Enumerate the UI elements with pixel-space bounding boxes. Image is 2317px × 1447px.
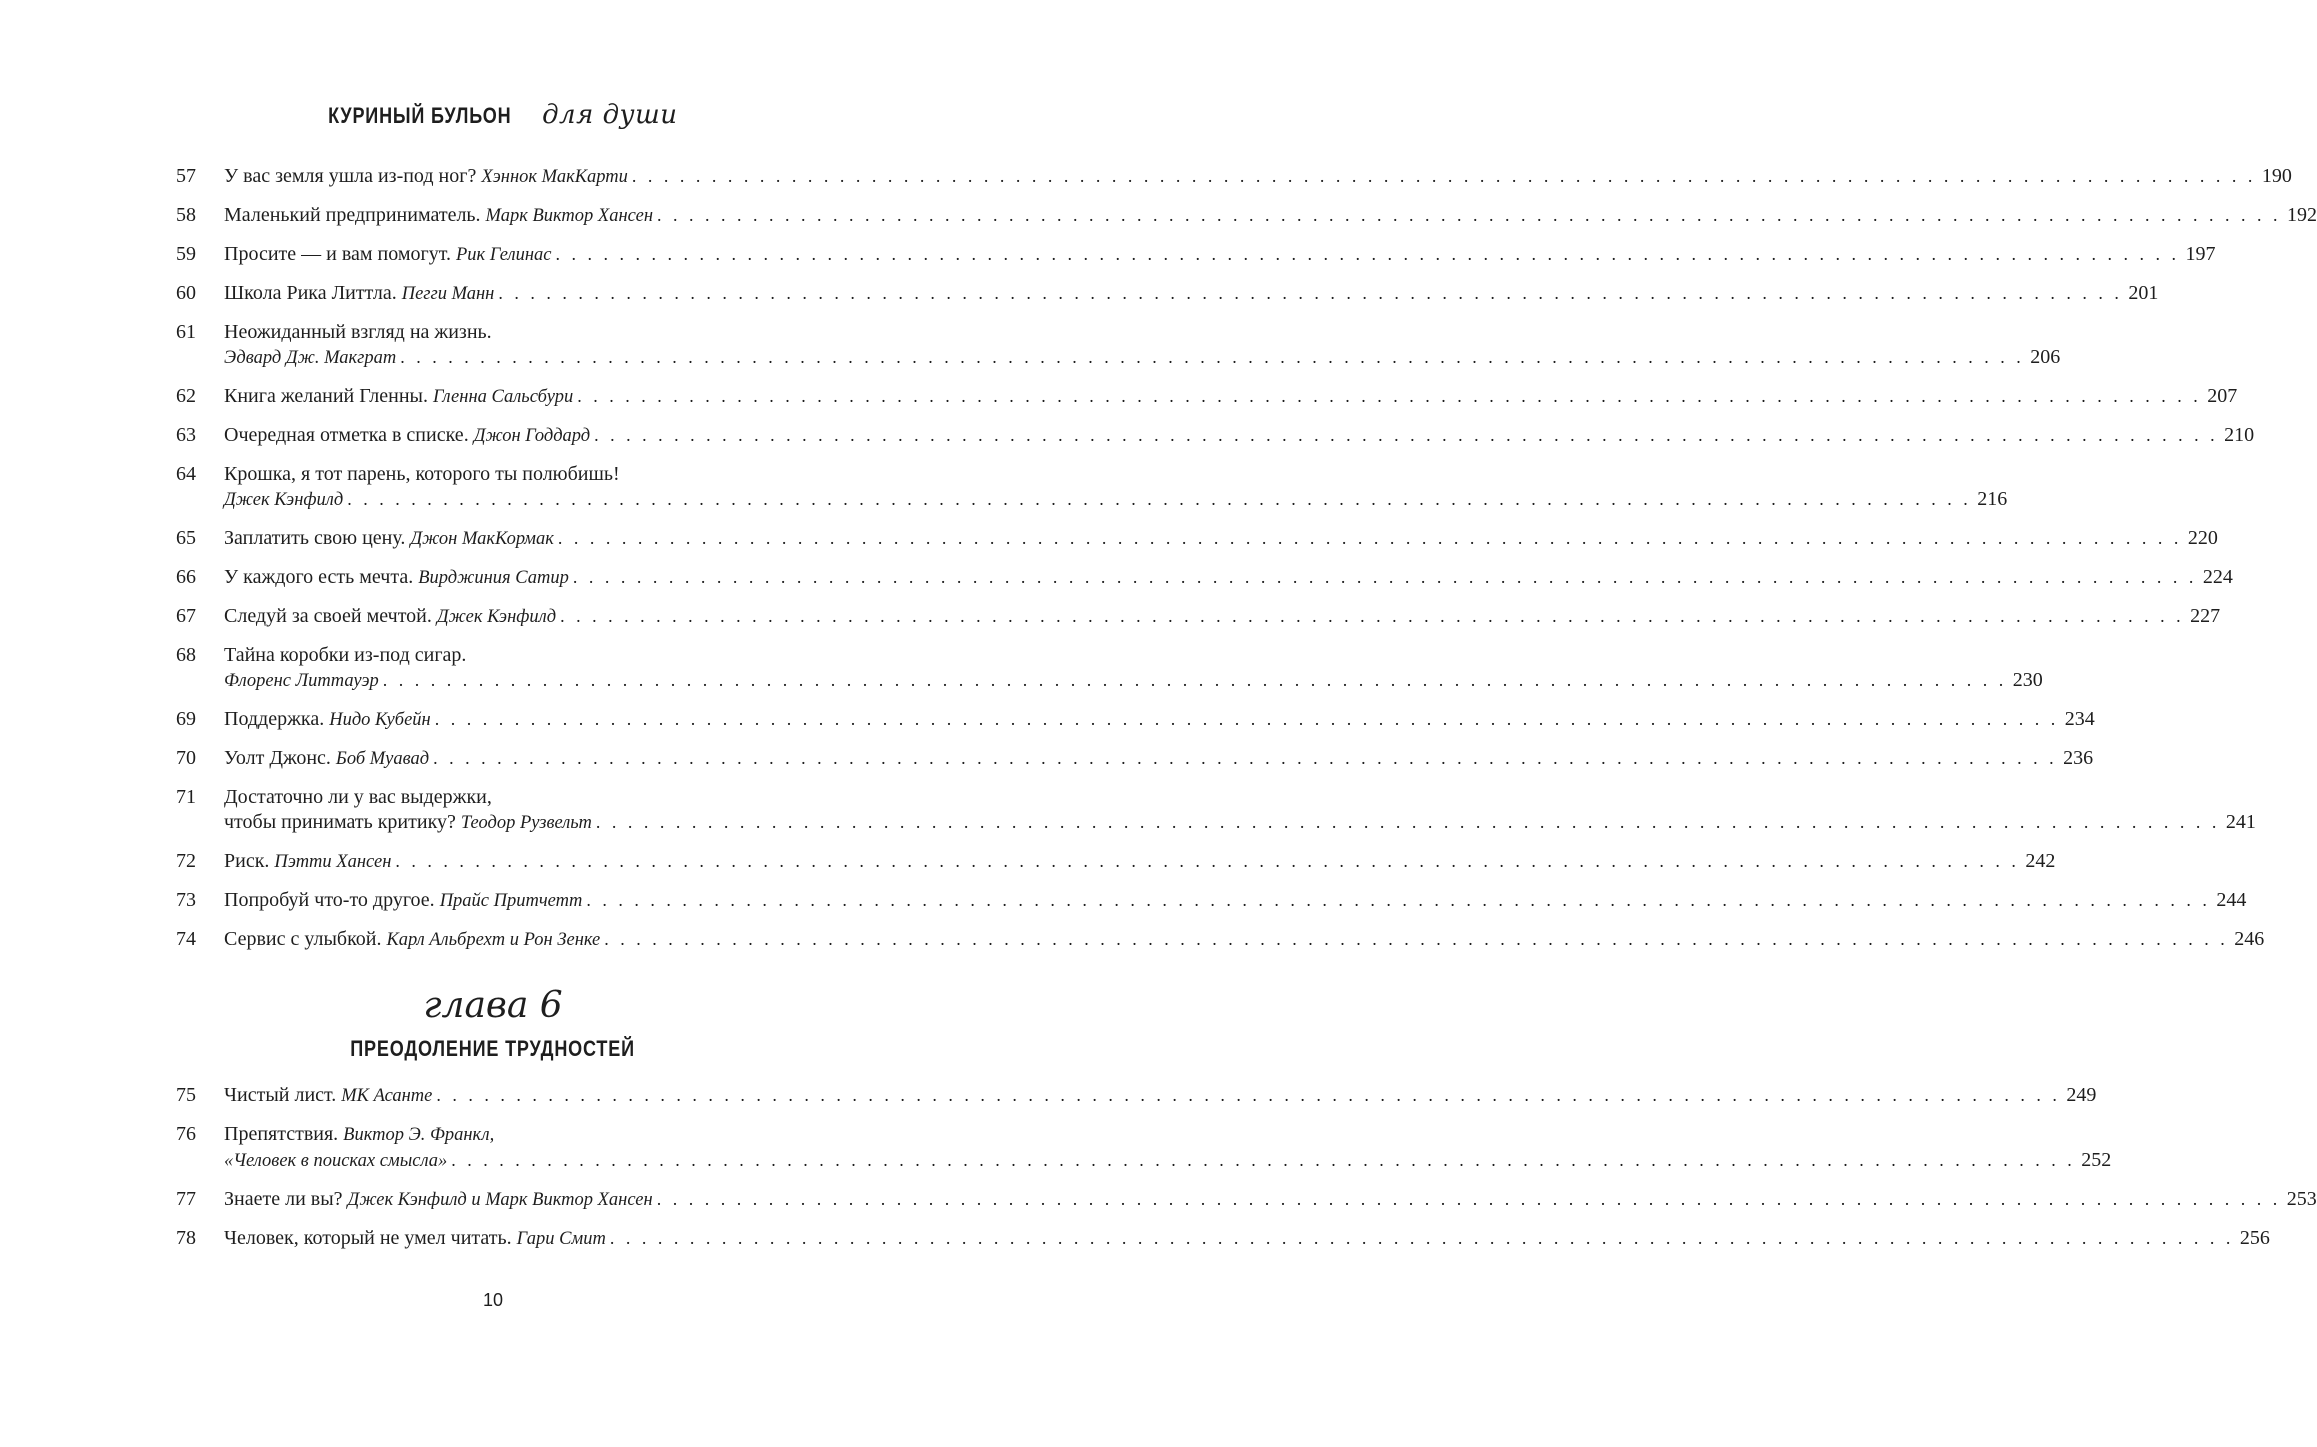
entry-line xyxy=(224,345,2060,371)
entry-text xyxy=(224,927,600,953)
entry-line-first xyxy=(224,1122,2111,1148)
entry-number: 59 xyxy=(176,243,196,265)
toc-entry xyxy=(176,746,2094,772)
entry-number: 68 xyxy=(176,644,196,666)
entry-title: Книга желаний Гленны. xyxy=(224,385,428,407)
entry-number: 66 xyxy=(176,566,196,588)
dot-leader xyxy=(657,203,2281,228)
dot-leader xyxy=(435,707,2059,732)
entry-body xyxy=(224,888,2246,914)
entry-number: 73 xyxy=(176,889,196,911)
toc-entry xyxy=(176,1122,2112,1174)
entry-line xyxy=(224,746,2093,772)
toc-entry xyxy=(176,423,2255,449)
entry-text xyxy=(224,423,590,449)
entry-text xyxy=(224,746,429,772)
entry-body xyxy=(224,604,2220,630)
entry-author: Хэннок МакКарти xyxy=(481,167,628,187)
entry-line xyxy=(224,242,2216,268)
entry-author: Пегги Манн xyxy=(401,284,495,304)
entry-line xyxy=(224,281,2158,307)
entry-text xyxy=(224,281,494,307)
toc-entry xyxy=(176,526,2218,552)
entry-text xyxy=(224,1226,606,1252)
toc-entry xyxy=(176,849,2056,875)
entry-title-cont: чтобы принимать критику? xyxy=(224,811,456,833)
entry-title: Следуй за своей мечтой. xyxy=(224,605,432,627)
book-title-script: для души xyxy=(542,100,678,130)
entry-body xyxy=(224,320,2060,371)
entry-body xyxy=(224,1187,2317,1213)
toc-entry xyxy=(176,203,2317,229)
entry-text xyxy=(224,384,573,410)
toc-entry xyxy=(176,164,2292,190)
entry-author: Флоренс Литтауэр xyxy=(224,671,379,691)
dot-leader xyxy=(586,888,2210,913)
entry-author: Джек Кэнфилд и Марк Виктор Хансен xyxy=(347,1190,653,1210)
dot-leader xyxy=(451,1148,2075,1173)
entry-body xyxy=(224,1083,2096,1109)
entry-page: 230 xyxy=(2012,669,2043,691)
entry-number: 61 xyxy=(176,321,196,343)
entry-number: 75 xyxy=(176,1084,196,1106)
toc-entry xyxy=(176,462,2008,513)
entry-title: Поддержка. xyxy=(224,708,325,730)
entry-page: 224 xyxy=(2202,566,2233,588)
dot-leader xyxy=(556,242,2180,267)
entry-text xyxy=(224,526,554,552)
page-number: 10 xyxy=(482,1290,504,1310)
entry-body xyxy=(224,164,2292,190)
dot-leader xyxy=(347,487,1971,512)
entry-title: Школа Рика Литтла. xyxy=(224,282,397,304)
entry-line xyxy=(224,1187,2317,1213)
entry-text xyxy=(224,242,552,268)
toc-entry xyxy=(176,643,2043,694)
dot-leader xyxy=(436,1083,2060,1108)
entry-text xyxy=(224,487,343,513)
dot-leader xyxy=(604,927,2228,952)
entry-title: У каждого есть мечта. xyxy=(224,566,414,588)
dot-leader xyxy=(577,384,2201,409)
entry-body xyxy=(224,927,2264,953)
book-title: КУРИНЫЙ БУЛЬОН xyxy=(328,103,512,128)
entry-number: 67 xyxy=(176,605,196,627)
entry-author: Гленна Сальсбури xyxy=(432,387,574,407)
entry-body xyxy=(224,707,2095,733)
entry-page: 216 xyxy=(1977,488,2008,510)
entry-author: Марк Виктор Хансен xyxy=(485,206,654,226)
entry-text xyxy=(224,604,556,630)
entry-author: Вирджиния Сатир xyxy=(418,568,569,588)
entry-author: Эдвард Дж. Макграт xyxy=(224,348,397,368)
entry-number: 62 xyxy=(176,385,196,407)
entry-line xyxy=(224,164,2292,190)
entry-page: 236 xyxy=(2063,747,2094,769)
entry-author: МК Асанте xyxy=(341,1086,433,1106)
entry-page: 244 xyxy=(2216,889,2247,911)
entry-body xyxy=(224,849,2055,875)
entry-line xyxy=(224,423,2254,449)
entry-line xyxy=(224,565,2233,591)
entry-author: Боб Муавад xyxy=(335,749,430,769)
entry-line xyxy=(224,849,2055,875)
dot-leader xyxy=(560,604,2184,629)
entry-page: 207 xyxy=(2207,385,2238,407)
entry-page: 246 xyxy=(2234,928,2265,950)
entry-title: У вас земля ушла из-под ног? xyxy=(224,165,477,187)
entry-page: 227 xyxy=(2190,605,2221,627)
entry-page: 253 xyxy=(2286,1188,2317,1210)
entry-text xyxy=(224,164,628,190)
entry-author: Джек Кэнфилд xyxy=(436,607,557,627)
entry-body xyxy=(224,203,2317,229)
entry-author: Карл Альбрехт и Рон Зенке xyxy=(386,930,601,950)
entry-author: Виктор Э. Франкл, xyxy=(343,1125,495,1145)
entry-body xyxy=(224,526,2218,552)
entry-number: 77 xyxy=(176,1188,196,1210)
dot-leader xyxy=(596,810,2220,835)
entry-title: Знаете ли вы? xyxy=(224,1188,343,1210)
dot-leader xyxy=(657,1187,2281,1212)
entry-body xyxy=(224,462,2007,513)
toc-list xyxy=(176,164,2317,953)
entry-page: 206 xyxy=(2030,346,2061,368)
entry-title: Достаточно ли у вас выдержки, xyxy=(224,786,492,808)
toc-entry xyxy=(176,242,2216,268)
toc-entry xyxy=(176,281,2159,307)
entry-line xyxy=(224,1083,2096,1109)
entry-title: Препятствия. xyxy=(224,1123,339,1145)
entry-title: Просите — и вам помогут. xyxy=(224,243,451,265)
entry-title: Заплатить свою цену. xyxy=(224,527,406,549)
entry-number: 71 xyxy=(176,786,196,808)
entry-title: Очередная отметка в списке. xyxy=(224,424,469,446)
entry-text xyxy=(224,345,396,371)
toc-entry xyxy=(176,927,2265,953)
chapter-title xyxy=(0,1036,986,1062)
entry-page: 252 xyxy=(2081,1149,2112,1171)
entry-author: Джек Кэнфилд xyxy=(224,490,344,510)
entry-page: 234 xyxy=(2064,708,2095,730)
entry-author: Нидо Кубейн xyxy=(329,710,431,730)
entry-line xyxy=(224,888,2246,914)
entry-line xyxy=(224,384,2237,410)
entry-number: 70 xyxy=(176,747,196,769)
entry-body xyxy=(224,384,2237,410)
entry-line xyxy=(224,526,2218,552)
entry-number: 64 xyxy=(176,463,196,485)
entry-text xyxy=(224,565,569,591)
entry-author: Теодор Рузвельт xyxy=(460,813,592,833)
entry-page: 256 xyxy=(2239,1227,2270,1249)
toc-entry xyxy=(176,888,2247,914)
entry-body xyxy=(224,565,2233,591)
entry-text xyxy=(224,668,379,694)
entry-title: Сервис с улыбкой. xyxy=(224,928,382,950)
entry-text xyxy=(224,1187,653,1213)
entry-line xyxy=(224,668,2043,694)
dot-leader xyxy=(395,849,2019,874)
chapter-label: глава 6 xyxy=(423,985,563,1026)
entry-author: Рик Гелинас xyxy=(455,245,552,265)
entry-text xyxy=(224,1083,432,1109)
entry-line xyxy=(224,1226,2270,1252)
entry-line xyxy=(224,810,2256,836)
chapter-title-text: ПРЕОДОЛЕНИЕ ТРУДНОСТЕЙ xyxy=(350,1036,636,1061)
entry-number: 65 xyxy=(176,527,196,549)
entry-number: 72 xyxy=(176,850,196,872)
entry-body xyxy=(224,1226,2270,1252)
entry-body xyxy=(224,746,2093,772)
entry-number: 60 xyxy=(176,282,196,304)
dot-leader xyxy=(400,345,2024,370)
entry-title: Уолт Джонс. xyxy=(224,747,331,769)
entry-body xyxy=(224,281,2158,307)
entry-page: 242 xyxy=(2025,850,2056,872)
dot-leader xyxy=(632,164,2256,189)
entry-title: Неожиданный взгляд на жизнь. xyxy=(224,321,492,343)
entry-title: Тайна коробки из-под сигар. xyxy=(224,644,467,666)
dot-leader xyxy=(573,565,2197,590)
entry-page: 192 xyxy=(2287,204,2317,226)
entry-text xyxy=(224,707,431,733)
entry-title: Человек, который не умел читать. xyxy=(224,1227,512,1249)
toc-entry xyxy=(176,1187,2317,1213)
entry-page: 197 xyxy=(2185,243,2216,265)
entry-line xyxy=(224,604,2220,630)
toc-entry xyxy=(176,320,2061,371)
dot-leader xyxy=(558,526,2182,551)
entry-title: Попробуй что-то другое. xyxy=(224,889,435,911)
entry-page: 201 xyxy=(2128,282,2159,304)
entry-number: 63 xyxy=(176,424,196,446)
dot-leader xyxy=(610,1226,2234,1251)
dot-leader xyxy=(594,423,2218,448)
entry-text xyxy=(224,849,391,875)
toc-list xyxy=(176,1083,2317,1252)
entry-number: 78 xyxy=(176,1227,196,1249)
entry-number: 69 xyxy=(176,708,196,730)
running-head xyxy=(0,100,986,130)
toc-entry xyxy=(176,384,2238,410)
entry-title: Риск. xyxy=(224,850,270,872)
toc-entry xyxy=(176,707,2095,733)
entry-text xyxy=(224,888,582,914)
entry-line xyxy=(224,707,2095,733)
dot-leader xyxy=(498,281,2122,306)
entry-author: Прайс Притчетт xyxy=(439,891,583,911)
entry-text xyxy=(224,203,653,229)
entry-author: Пэтти Хансен xyxy=(274,852,392,872)
entry-text xyxy=(224,810,592,836)
entry-page: 190 xyxy=(2261,165,2292,187)
entry-title: Маленький предприниматель. xyxy=(224,204,481,226)
entry-line xyxy=(224,487,2007,513)
dot-leader xyxy=(433,746,2057,771)
dot-leader xyxy=(383,668,2007,693)
entry-title: Крошка, я тот парень, которого ты полюбишь! xyxy=(224,463,620,485)
entry-line xyxy=(224,203,2317,229)
entry-number: 76 xyxy=(176,1123,196,1145)
entry-body xyxy=(224,1122,2111,1174)
entry-page: 249 xyxy=(2066,1084,2097,1106)
entry-body xyxy=(224,242,2216,268)
entry-author: Джон Годдард xyxy=(473,426,591,446)
entry-number: 74 xyxy=(176,928,196,950)
entry-number: 58 xyxy=(176,204,196,226)
entry-body xyxy=(224,785,2256,836)
entry-number: 57 xyxy=(176,165,196,187)
toc-entry xyxy=(176,565,2233,591)
entry-title: Чистый лист. xyxy=(224,1084,337,1106)
toc-entry xyxy=(176,1083,2097,1109)
toc-entry xyxy=(176,1226,2270,1252)
entry-page: 241 xyxy=(2225,811,2256,833)
entry-text xyxy=(224,1148,447,1174)
entry-author: Гари Смит xyxy=(516,1229,606,1249)
entry-page: 210 xyxy=(2224,424,2255,446)
entry-author: Джон МакКормак xyxy=(410,529,554,549)
entry-line xyxy=(224,927,2264,953)
toc-entry xyxy=(176,785,2256,836)
entry-body xyxy=(224,643,2043,694)
toc-entry xyxy=(176,604,2221,630)
entry-body xyxy=(224,423,2254,449)
entry-author-cont: «Человек в поисках смысла» xyxy=(224,1151,448,1171)
entry-page: 220 xyxy=(2187,527,2218,549)
entry-line xyxy=(224,1148,2111,1174)
